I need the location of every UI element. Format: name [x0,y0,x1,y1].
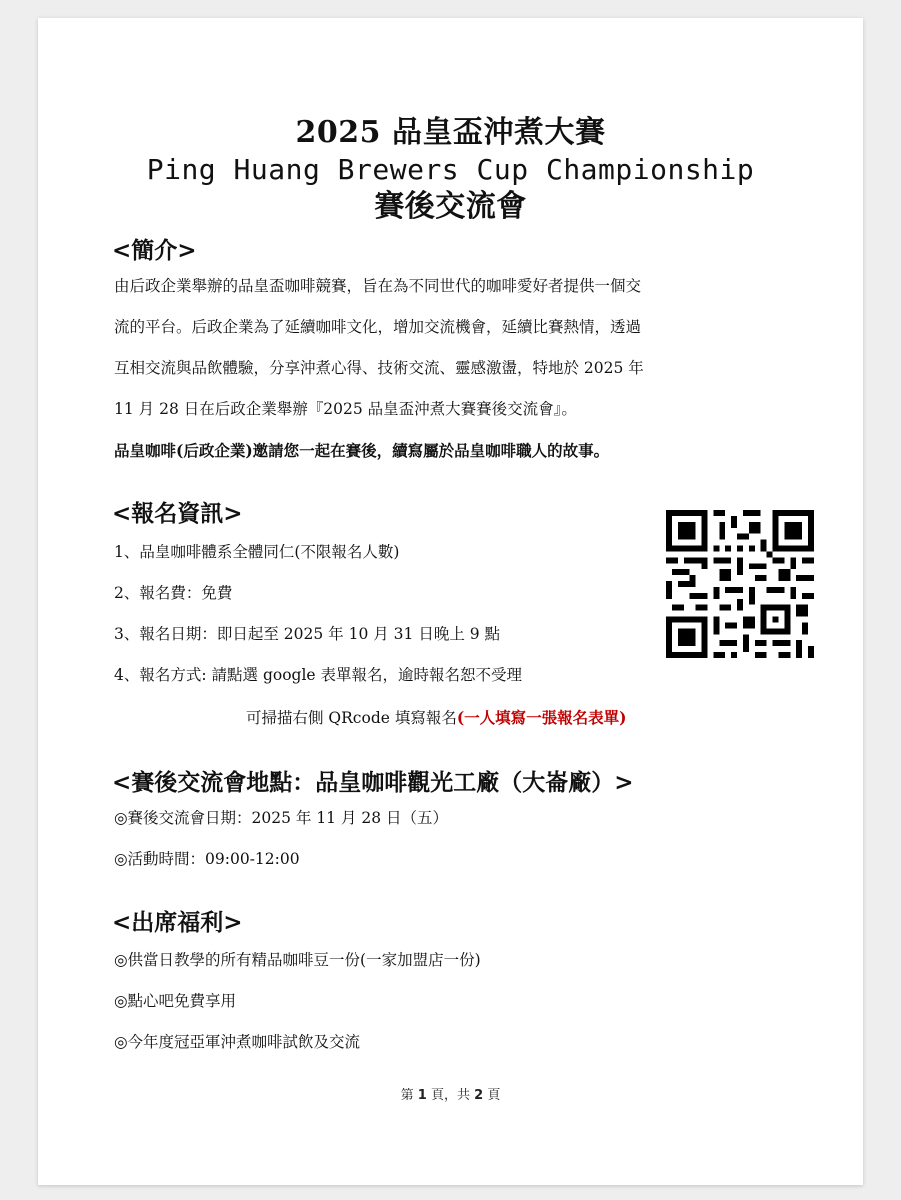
title-chinese: 2025 品皇盃沖煮大賽 [295,115,606,150]
benefit-item: ◎今年度冠亞軍沖煮咖啡試飲及交流 [114,1033,361,1051]
title-subtitle: 賽後交流會 [374,188,527,224]
registration-item: 1、品皇咖啡體系全體同仁(不限報名人數) [114,543,400,561]
venue-details [114,798,448,880]
registration-item: 2、報名費：免費 [114,584,233,602]
registration-item: 4、報名方式: 請點選 google 表單報名，逾時報名恕不受理 [114,666,523,684]
intro-line: 由后政企業舉辦的品皇盃咖啡競賽，旨在為不同世代的咖啡愛好者提供一個交 [114,277,642,295]
benefits-heading: <出席福利> [112,909,243,936]
benefit-item: ◎供當日教學的所有精品咖啡豆一份(一家加盟店一份) [114,951,481,969]
intro-invite: 品皇咖啡(后政企業)邀請您一起在賽後，續寫屬於品皇咖啡職人的故事。 [114,441,610,460]
venue-date: ◎賽後交流會日期：2025 年 11 月 28 日（五） [114,809,449,827]
title-english: Ping Huang Brewers Cup Championship [146,153,755,186]
intro-line: 流的平台。后政企業為了延續咖啡文化，增加交流機會，延續比賽熱情，透過 [114,318,642,336]
intro-line: 互相交流與品飲體驗，分享沖煮心得、技術交流、靈感激盪，特地於 2025 年 [114,359,644,377]
registration-list [114,532,522,696]
benefits-list [114,940,481,1063]
title-block [38,115,863,227]
footer-middle: 頁，共 [430,1088,470,1103]
registration-item: 3、報名日期：即日起至 2025 年 10 月 31 日晚上 9 點 [114,625,501,643]
qr-note-red: (一人填寫一張報名表單) [456,708,627,727]
venue-time: ◎活動時間：09:00-12:00 [114,850,300,868]
intro-heading: <簡介> [112,237,197,264]
footer-suffix: 頁 [487,1088,501,1103]
benefit-item: ◎點心吧免費享用 [114,992,237,1010]
venue-heading: <賽後交流會地點：品皇咖啡觀光工廠（大崙廠）> [112,769,634,796]
document-page [38,18,863,1185]
footer-page-number: 1 [417,1088,427,1103]
qr-note [246,697,627,739]
footer-total-pages: 2 [474,1088,484,1103]
intro-line: 11 月 28 日在后政企業舉辦『2025 品皇盃沖煮大賽賽後交流會』。 [114,400,577,418]
page-footer [38,1084,863,1103]
footer-prefix: 第 [400,1088,414,1103]
registration-heading: <報名資訊> [112,500,243,527]
intro-paragraph [114,266,644,471]
qr-note-text: 可掃描右側 QRcode 填寫報名 [246,709,457,727]
qr-code-image[interactable] [666,510,814,658]
